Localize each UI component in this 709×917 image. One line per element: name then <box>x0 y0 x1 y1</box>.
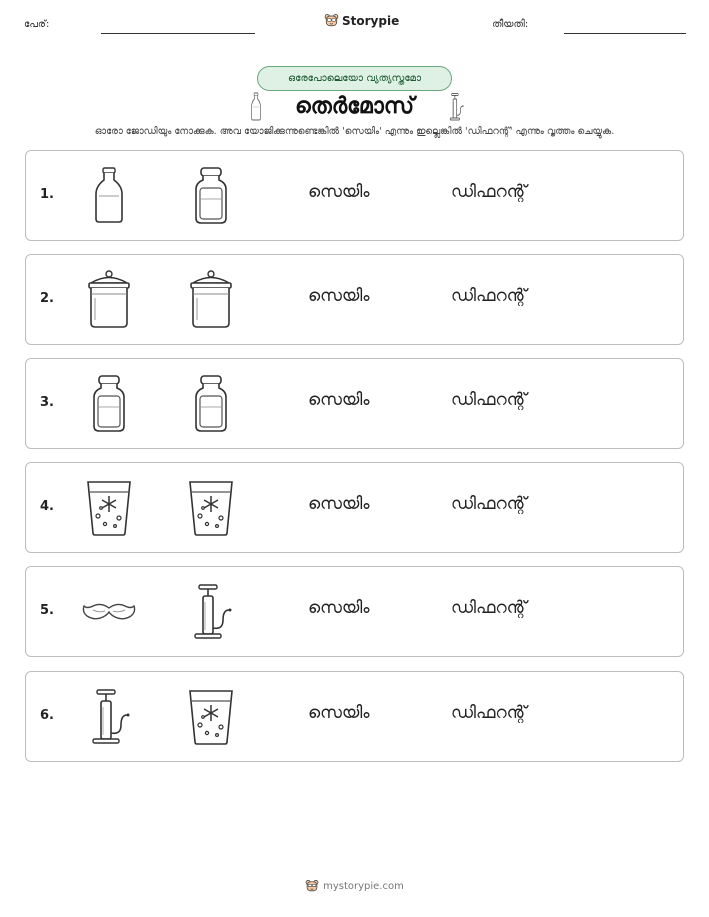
question-row <box>25 462 684 553</box>
question-number: 3. <box>40 395 54 410</box>
bear-logo-icon <box>324 13 339 28</box>
worksheet-header <box>0 0 709 40</box>
different-option[interactable]: ഡിഫറന്റ് <box>451 286 527 306</box>
bear-logo-icon <box>305 879 319 893</box>
different-option[interactable]: ഡിഫറന്റ് <box>451 494 527 514</box>
same-option[interactable]: സെയിം <box>308 703 370 723</box>
question-number: 4. <box>40 499 54 514</box>
right-picture <box>181 270 241 330</box>
ice-water-glass-icon <box>181 478 241 538</box>
date-field[interactable] <box>564 33 686 34</box>
right-picture <box>181 166 241 226</box>
lidded-jar-icon <box>79 270 139 330</box>
title-row <box>0 90 709 124</box>
lidded-jar-icon <box>181 270 241 330</box>
left-picture <box>79 374 139 434</box>
name-label: പേര്: <box>24 19 50 30</box>
thermos-bottle-icon <box>79 374 139 434</box>
same-option[interactable]: സെയിം <box>308 598 370 618</box>
instructions: ഓരോ ജോഡിയും നോക്കുക. അവ യോജിക്കുന്നുണ്ടെങ്കിൽ 'സെയിം' എന്നും ഇല്ലെങ്കിൽ 'ഡിഫറന്റ്' എന്നും വൃത്തം ചെയ്യുക. <box>94 126 615 137</box>
right-picture <box>181 687 241 747</box>
same-option[interactable]: സെയിം <box>308 182 370 202</box>
same-option[interactable]: സെയിം <box>308 390 370 410</box>
different-option[interactable]: ഡിഫറന്റ് <box>451 390 527 410</box>
brand-logo <box>324 13 399 28</box>
air-pump-icon <box>79 687 139 747</box>
question-number: 6. <box>40 708 54 723</box>
question-row <box>25 671 684 762</box>
date-label: തീയതി: <box>492 19 529 30</box>
question-number: 2. <box>40 291 54 306</box>
right-picture <box>181 582 241 642</box>
left-picture <box>79 166 139 226</box>
question-number: 5. <box>40 603 54 618</box>
question-row <box>25 566 684 657</box>
ice-water-glass-icon <box>181 687 241 747</box>
different-option[interactable]: ഡിഫറന്റ് <box>451 182 527 202</box>
right-picture <box>181 478 241 538</box>
left-picture <box>79 687 139 747</box>
different-option[interactable]: ഡിഫറന്റ് <box>451 598 527 618</box>
same-option[interactable]: സെയിം <box>308 286 370 306</box>
worksheet-type-badge: ഒരേപോലെയോ വ്യത്യസ്തമോ <box>257 66 452 91</box>
different-option[interactable]: ഡിഫറന്റ് <box>451 703 527 723</box>
left-picture <box>79 478 139 538</box>
right-picture <box>181 374 241 434</box>
footer <box>0 879 709 893</box>
question-number: 1. <box>40 187 54 202</box>
thermos-bottle-icon <box>181 374 241 434</box>
left-picture <box>79 582 139 642</box>
footer-url: mystorypie.com <box>323 880 404 892</box>
question-row <box>25 150 684 241</box>
question-row <box>25 254 684 345</box>
question-row <box>25 358 684 449</box>
brand-name: Storypie <box>342 13 400 28</box>
thermos-bottle-icon <box>181 166 241 226</box>
air-pump-icon <box>445 92 467 122</box>
air-pump-icon <box>181 582 241 642</box>
milk-bottle-icon <box>79 166 139 226</box>
same-option[interactable]: സെയിം <box>308 494 370 514</box>
name-field[interactable] <box>101 33 255 34</box>
page-title: തെർമോസ് <box>295 94 414 119</box>
mustache-icon <box>79 582 139 642</box>
left-picture <box>79 270 139 330</box>
ice-water-glass-icon <box>79 478 139 538</box>
